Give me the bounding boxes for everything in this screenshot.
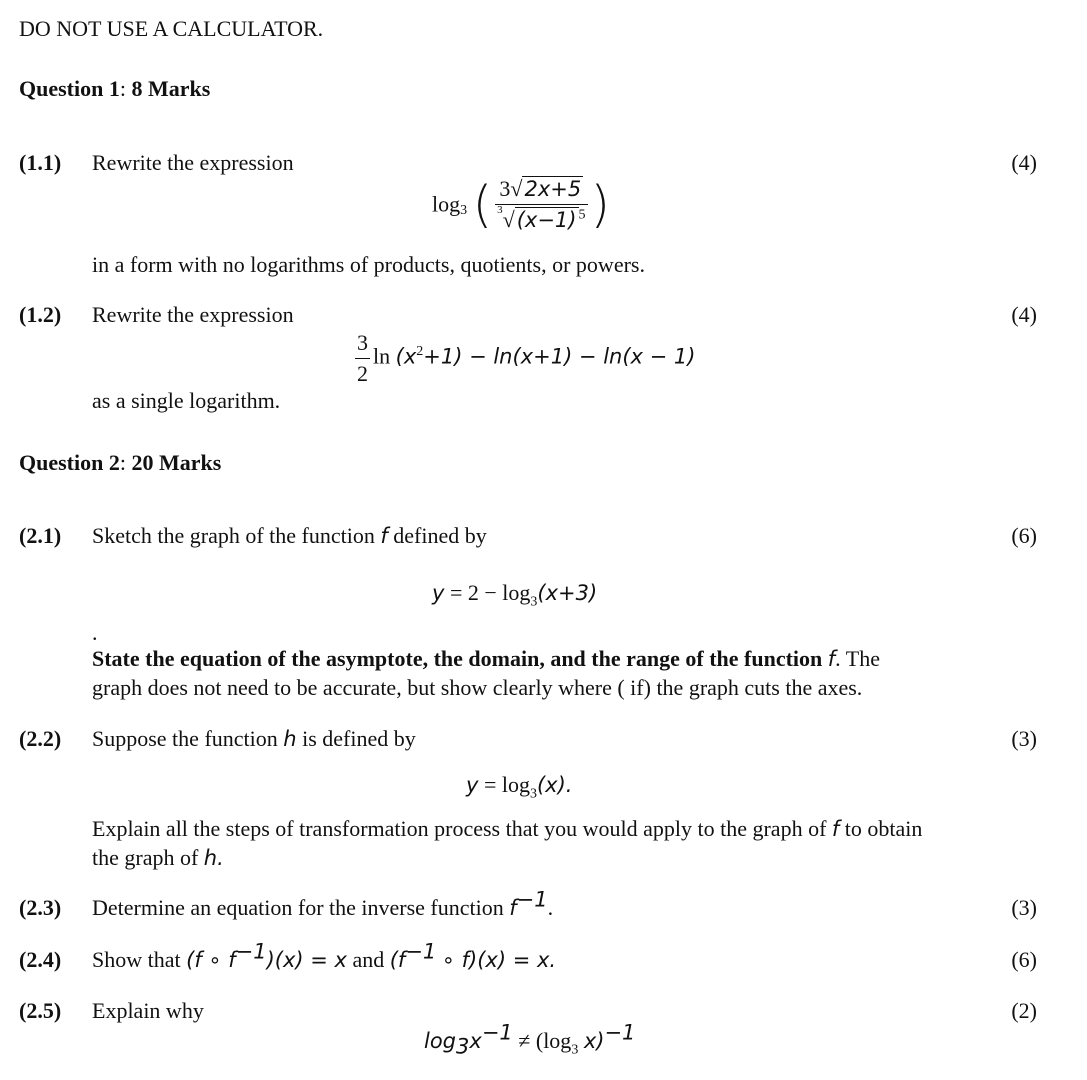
item-2-1-text (92, 523, 487, 549)
formula-1-2-exp: 2 (416, 344, 424, 360)
item-1-2-text: Rewrite the expression (92, 302, 294, 327)
item-2-4-expr1-end: )(x) = x (266, 948, 347, 972)
item-2-1-instruction (92, 646, 880, 672)
item-1-1-number: (1.1) (19, 150, 62, 175)
formula-2-5 (424, 1020, 636, 1059)
formula-2-2 (466, 772, 573, 802)
formula-1-1-log: log (432, 191, 461, 217)
item-2-5-number: (2.5) (19, 998, 62, 1023)
item-2-4-expr1: (f ∘ f (186, 948, 236, 972)
item-2-1-tail-text: . The (835, 646, 880, 671)
formula-1-1 (432, 176, 610, 233)
question-2-heading (19, 450, 221, 476)
item-2-5-text: Explain why (92, 998, 204, 1023)
item-1-1-text: Rewrite the expression (92, 150, 294, 175)
item-2-3-text-body: Determine an equation for the inverse function (92, 895, 504, 920)
formula-1-1-lparen: ( (472, 175, 493, 234)
item-2-1-bold-var: f (827, 647, 836, 671)
formula-2-5-base2: 3 (571, 1042, 579, 1058)
item-2-1-number: (2.1) (19, 523, 62, 548)
question-2-sep: : (119, 450, 126, 475)
formula-1-2-ln: ln (373, 343, 391, 369)
formula-2-5-exp2: −1 (604, 1020, 636, 1045)
formula-1-1-root-index: 3 (497, 203, 503, 216)
item-2-2-expl-line2: the graph of (92, 845, 199, 870)
formula-1-2-fraction (355, 330, 370, 387)
item-2-3-var: f (509, 896, 517, 920)
item-2-3-end: . (547, 895, 554, 920)
item-2-4-and: and (352, 947, 385, 972)
item-2-2-expl-b: to obtain (844, 816, 923, 841)
item-2-2-number: (2.2) (19, 726, 62, 751)
formula-2-2-arg: (x). (536, 773, 573, 797)
item-2-2-text-b: is defined by (302, 726, 416, 751)
formula-1-2-frac-den: 2 (355, 358, 370, 387)
item-2-2-marks: (3) (1011, 726, 1037, 751)
formula-2-1-base: 3 (530, 594, 538, 610)
item-2-5-marks: (2) (1011, 998, 1037, 1023)
item-2-1-dot: . (92, 620, 98, 645)
formula-1-1-radicand: 2x+5 (524, 177, 582, 201)
formula-1-1-fraction: $\frac{3√2x+5}{^3√(x-1) ^5}$ (497, 176, 586, 232)
item-2-4-expr2: (f (389, 948, 406, 972)
item-2-1-bold-text: State the equation of the asymptote, the domain, and the range of the function (92, 646, 823, 671)
item-2-2-expl-a: Explain all the steps of transformation process that you would apply to the graph of (92, 816, 827, 841)
item-2-2-expl-var-f: f (831, 817, 840, 841)
formula-2-1 (432, 580, 598, 610)
item-2-2-text (92, 726, 416, 752)
formula-2-5-ne: ≠ (log (518, 1028, 572, 1053)
formula-1-1-rparen: ) (590, 175, 611, 234)
formula-2-2-base: 3 (529, 786, 537, 802)
item-2-3-exp: −1 (516, 887, 548, 912)
item-2-3-text (92, 887, 554, 921)
formula-2-2-lhs: y (466, 773, 479, 797)
item-2-4-text-a: Show that (92, 947, 181, 972)
formula-2-1-arg: (x+3) (537, 581, 598, 605)
item-2-4-number: (2.4) (19, 947, 62, 972)
item-2-4-expr2-end: ∘ f)(x) = x. (441, 948, 557, 972)
item-2-2-explain-line2 (92, 845, 224, 871)
formula-1-2-frac-num: 3 (357, 330, 368, 355)
formula-2-1-lhs: y (432, 581, 445, 605)
formula-1-1-den-radicand: (x−1) (516, 208, 577, 232)
formula-2-5-log: log (424, 1029, 457, 1053)
formula-1-2 (352, 330, 695, 387)
item-2-4-expr1-exp: −1 (235, 939, 267, 964)
formula-2-5-x2: x) (583, 1029, 605, 1053)
formula-1-1-coef: 3 (499, 176, 511, 201)
formula-1-1-base: 3 (460, 202, 468, 218)
formula-2-2-mid: = log (483, 772, 530, 797)
item-2-1-text-b: defined by (393, 523, 487, 548)
item-2-3-number: (2.3) (19, 895, 62, 920)
formula-1-1-den-exp: 5 (578, 207, 586, 223)
formula-1-2-part-b: (x (395, 344, 417, 369)
item-1-2-after-text: as a single logarithm. (92, 388, 281, 413)
calculator-warning: DO NOT USE A CALCULATOR. (19, 16, 324, 41)
formula-2-5-base: 3 (456, 1034, 470, 1059)
item-2-2-explain (92, 816, 922, 842)
item-2-1-var-f: f (380, 524, 388, 548)
item-2-3-marks: (3) (1011, 895, 1037, 920)
question-2-label: Question 2 (19, 450, 120, 475)
item-2-4-expr2-exp: −1 (405, 939, 437, 964)
item-2-2-text-a: Suppose the function (92, 726, 278, 751)
item-1-1-after-text: in a form with no logarithms of products, quotients, or powers. (92, 252, 645, 277)
item-2-2-expl-var-h: h. (203, 846, 224, 870)
question-1-marks: 8 Marks (131, 76, 211, 101)
question-1-sep: : (119, 76, 126, 101)
formula-2-5-x: x (469, 1029, 482, 1053)
item-2-2-var-h: h (283, 727, 297, 751)
question-2-marks: 20 Marks (131, 450, 222, 475)
item-1-2-number: (1.2) (19, 302, 62, 327)
question-1-label: Question 1 (19, 76, 120, 101)
item-1-1-marks: (4) (1011, 150, 1037, 175)
item-1-2-marks: (4) (1011, 302, 1037, 327)
item-2-1-marks: (6) (1011, 523, 1037, 548)
formula-2-1-mid: = 2 − log (449, 580, 531, 605)
item-2-1-line2: graph does not need to be accurate, but show clearly where ( if) the graph cuts the axes. (92, 675, 863, 700)
formula-2-5-exp: −1 (481, 1020, 513, 1045)
item-2-1-text-a: Sketch the graph of the function (92, 523, 375, 548)
question-1-heading (19, 76, 210, 102)
formula-1-2-part-c: +1) − ln(x+1) − ln(x − 1) (423, 344, 696, 369)
item-2-4-marks: (6) (1011, 947, 1037, 972)
item-2-4-text (92, 939, 557, 973)
